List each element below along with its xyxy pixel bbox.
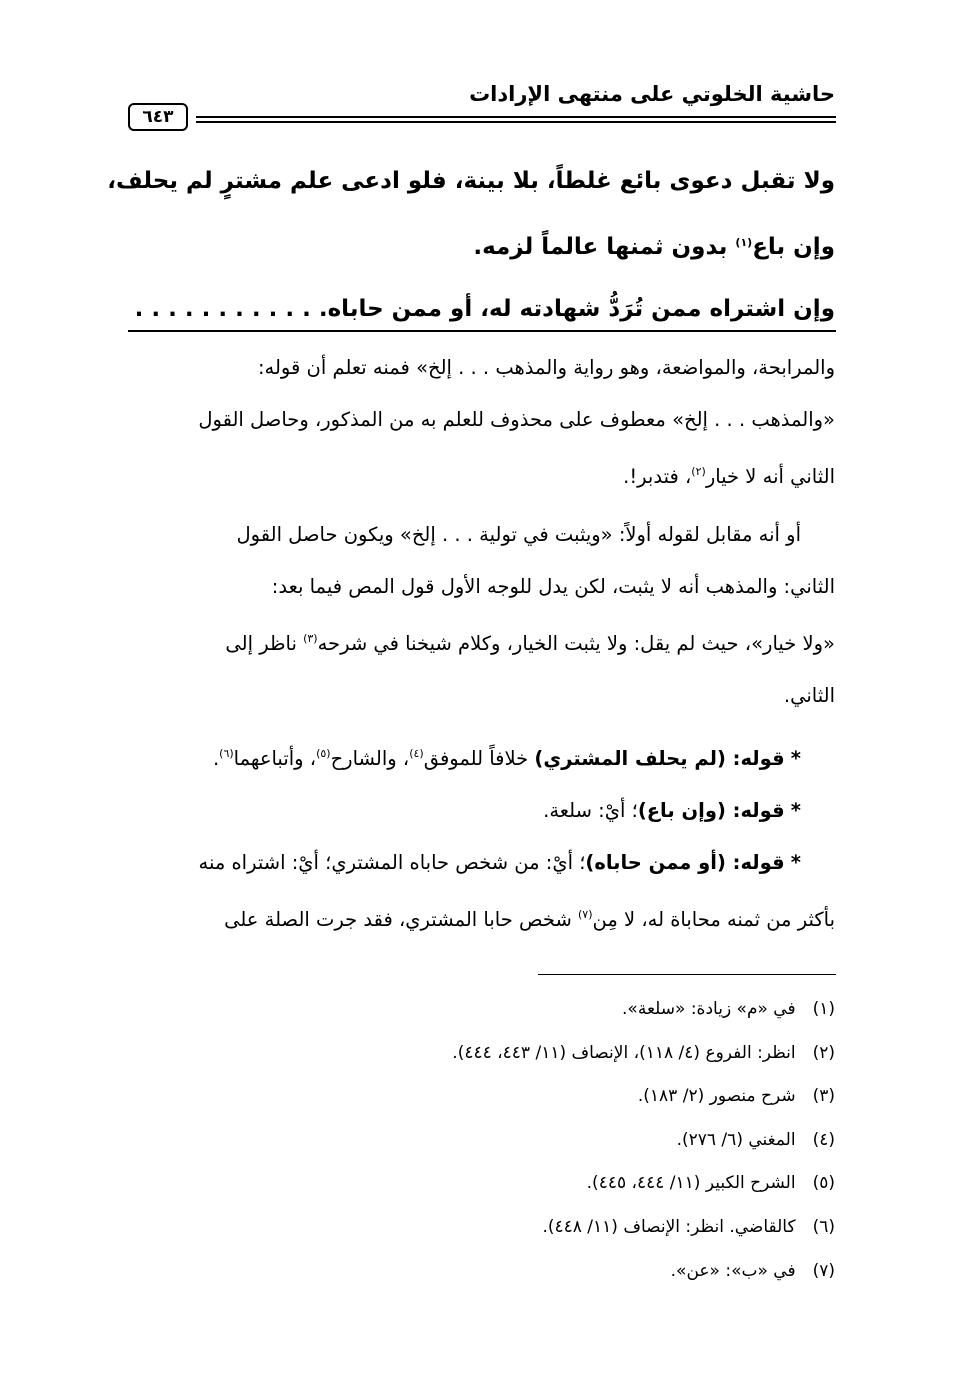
footnotes [135,988,835,1293]
footnote-ref: (٦) [219,747,234,760]
qawluh-1-part-2: ، والشارح [330,747,410,770]
footnote-number: (١) [812,999,835,1019]
qawluh-2-text: ؛ أيْ: سلعة. [543,799,638,822]
qawluh-3-line-2-part-1: بأكثر من ثمنه محاباة له، لا مِن [592,908,835,931]
qawluh-1-part-4: . [212,747,220,770]
star-marker: * [790,851,801,874]
matn-line-3-text: وإن اشتراه ممن تُرَدُّ شهادته له، أو ممن حاباه [327,296,835,322]
footnote-text: المغني (٦/ ٢٧٦). [676,1129,796,1150]
footnote-text: في «ب»: «عن». [670,1260,796,1281]
footnote-4 [135,1119,835,1163]
footnote-5 [135,1162,835,1206]
qawluh-label-3: قوله: (أو ممن حاباه) [585,851,785,874]
page-number: ٦٤٣ [128,103,188,131]
commentary-line-1: والمرابحة، والمواضعة، وهو رواية والمذهب . . . إلخ» فمنه تعلم أن قوله: [257,356,835,379]
footnote-text: الشرح الكبير (١١/ ٤٤٤، ٤٤٥). [586,1173,796,1194]
commentary-line-4: أو أنه مقابل لقوله أولاً: «ويثبت في تولية . . . إلخ» ويكون حاصل القول [236,523,801,546]
qawluh-entry-3 [123,837,835,889]
qawluh-3-text: ؛ أيْ: من شخص حاباه المشتري؛ أيْ: اشتراه منه [198,851,586,874]
qawluh-entry-1 [123,728,835,785]
qawluh-1-part-1: خلافاً للموفق [423,747,535,770]
footnote-ref: (١) [735,236,753,249]
footnote-number: (٤) [812,1129,835,1150]
commentary-line-2: «والمذهب . . . إلخ» معطوف على محذوف للعلم به من المذكور، وحاصل القول [198,408,835,431]
commentary-line-5: الثاني: والمذهب أنه لا يثبت، لكن يدل للوجه الأول قول المص فيما بعد: [271,575,835,598]
footnote-2 [135,1032,835,1076]
star-marker: * [790,799,801,822]
qawluh-entry-2 [123,785,835,837]
matn-line-2-part-1: وإن باع [752,234,835,260]
footnote-ref: (٥) [316,747,331,760]
footnote-3 [135,1075,835,1119]
footnote-number: (٣) [812,1086,835,1107]
footnote-6 [135,1206,835,1250]
footnote-ref: (٧) [578,908,593,921]
footnote-number: (٥) [812,1173,835,1194]
qawluh-label-2: قوله: (وإن باع) [637,799,785,822]
matn-text [107,150,835,340]
running-header-title: حاشية الخلوتي على منتهى الإرادات [469,82,835,106]
matn-line-3-dots: . . . . . . . . . . . . [134,296,328,322]
qawluh-label-1: قوله: (لم يحلف المشتري) [534,747,785,770]
commentary-line-6-part-2: ناظر إلى [225,632,304,655]
footnote-1 [135,988,835,1032]
footnote-separator-rule [538,974,836,975]
footnote-text: كالقاضي. انظر: الإنصاف (١١/ ٤٤٨). [542,1216,796,1237]
footnote-7 [135,1250,835,1294]
footnote-text: شرح منصور (٢/ ١٨٣). [637,1086,796,1107]
commentary-line-6-part-1: «ولا خيار»، حيث لم يقل: ولا يثبت الخيار، وكلام شيخنا في شرحه [317,632,835,655]
header-rule-bottom [196,121,836,123]
commentary-line-3-part-2: ، فتدبر!. [623,465,692,488]
commentary-text [123,342,835,946]
footnote-ref: (٤) [409,747,424,760]
footnote-ref: (٢) [691,465,706,478]
footnote-text: انظر: الفروع (٤/ ١١٨)، الإنصاف (١١/ ٤٤٣، ٤٤٤). [452,1042,796,1063]
commentary-line-7: الثاني. [783,684,835,707]
qawluh-1-part-3: ، وأتباعهما [233,747,317,770]
matn-line-2 [125,212,835,278]
matn-separator-rule [128,330,836,332]
star-marker: * [790,747,801,770]
footnote-number: (٧) [812,1260,835,1281]
commentary-line-3 [123,446,835,503]
footnote-text: في «م» زيادة: «سلعة». [622,999,796,1019]
header-rule-top [196,116,836,118]
footnote-number: (٦) [812,1216,835,1237]
commentary-line-6 [123,613,835,670]
qawluh-3-line-2-part-2: شخص حابا المشتري، فقد جرت الصلة على [224,908,578,931]
footnote-ref: (٣) [303,632,318,645]
footnote-number: (٢) [812,1042,835,1063]
matn-line-2-part-2: بدون ثمنها عالماً لزمه. [473,234,736,260]
commentary-line-3-part-1: الثاني أنه لا خيار [705,465,835,488]
qawluh-entry-3-continued [123,889,835,946]
matn-line-1: ولا تقبل دعوى بائع غلطاً، بلا بينة، فلو ادعى علم مشترٍ لم يحلف، [107,168,835,194]
